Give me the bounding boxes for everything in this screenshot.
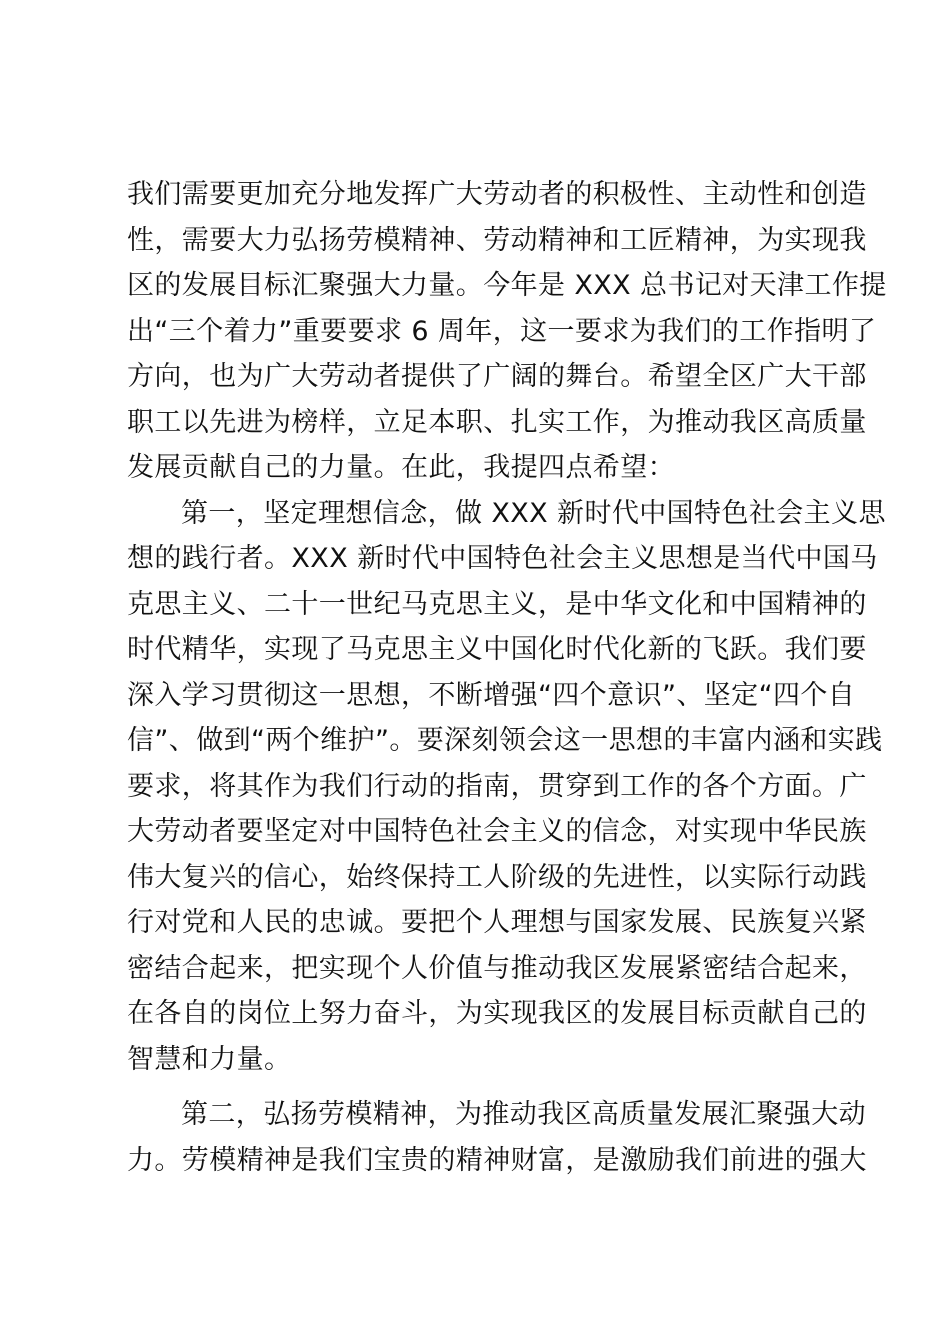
text-line: 时代精华，实现了马克思主义中国化时代化新的飞跃。我们要 xyxy=(127,634,867,665)
text-line: 行对党和人民的忠诚。要把个人理想与国家发展、民族复兴紧 xyxy=(127,907,867,938)
text-line: 克思主义、二十一世纪马克思主义，是中华文化和中国精神的 xyxy=(127,588,867,620)
text-line: 信”、做到“两个维护”。要深刻领会这一思想的丰富内涵和实践 xyxy=(127,725,883,756)
text-line: 在各自的岗位上努力奋斗，为实现我区的发展目标贡献自己的 xyxy=(127,998,867,1029)
document-body xyxy=(127,172,887,1183)
text-line: 力。劳模精神是我们宝贵的精神财富，是激励我们前进的强大 xyxy=(127,1144,867,1176)
text-line: 职工以先进为榜样，立足本职、扎实工作，为推动我区高质量 xyxy=(127,406,867,438)
text-line: 方向，也为广大劳动者提供了广阔的舞台。希望全区广大干部 xyxy=(127,361,867,392)
text-line: 智慧和力量。 xyxy=(127,1043,292,1075)
first-point-paragraph xyxy=(127,491,886,1083)
text-line: 伟大复兴的信心，始终保持工人阶级的先进性，以实际行动践 xyxy=(127,861,867,893)
text-line: 性，需要大力弘扬劳模精神、劳动精神和工匠精神，为实现我 xyxy=(127,224,867,256)
text-line: 发展贡献自己的力量。在此，我提四点希望： xyxy=(127,452,675,483)
intro-paragraph xyxy=(127,172,887,491)
text-line: 第一，坚定理想信念，做 XXX 新时代中国特色社会主义思 xyxy=(181,497,886,529)
text-line: 第二，弘扬劳模精神，为推动我区高质量发展汇聚强大动 xyxy=(181,1099,866,1130)
text-line: 大劳动者要坚定对中国特色社会主义的信念，对实现中华民族 xyxy=(127,816,867,847)
second-point-paragraph xyxy=(127,1092,867,1183)
text-line: 深入学习贯彻这一思想，不断增强“四个意识”、坚定“四个自 xyxy=(127,679,856,711)
text-line: 出“三个着力”重要要求 6 周年，这一要求为我们的工作指明了 xyxy=(127,315,877,347)
text-line: 区的发展目标汇聚强大力量。今年是 XXX 总书记对天津工作提 xyxy=(127,270,887,301)
text-line: 想的践行者。XXX 新时代中国特色社会主义思想是当代中国马 xyxy=(127,543,878,574)
text-line: 密结合起来，把实现个人价值与推动我区发展紧密结合起来， xyxy=(127,952,867,984)
text-line: 我们需要更加充分地发挥广大劳动者的积极性、主动性和创造 xyxy=(127,179,867,210)
text-line: 要求，将其作为我们行动的指南，贯穿到工作的各个方面。广 xyxy=(127,770,867,802)
